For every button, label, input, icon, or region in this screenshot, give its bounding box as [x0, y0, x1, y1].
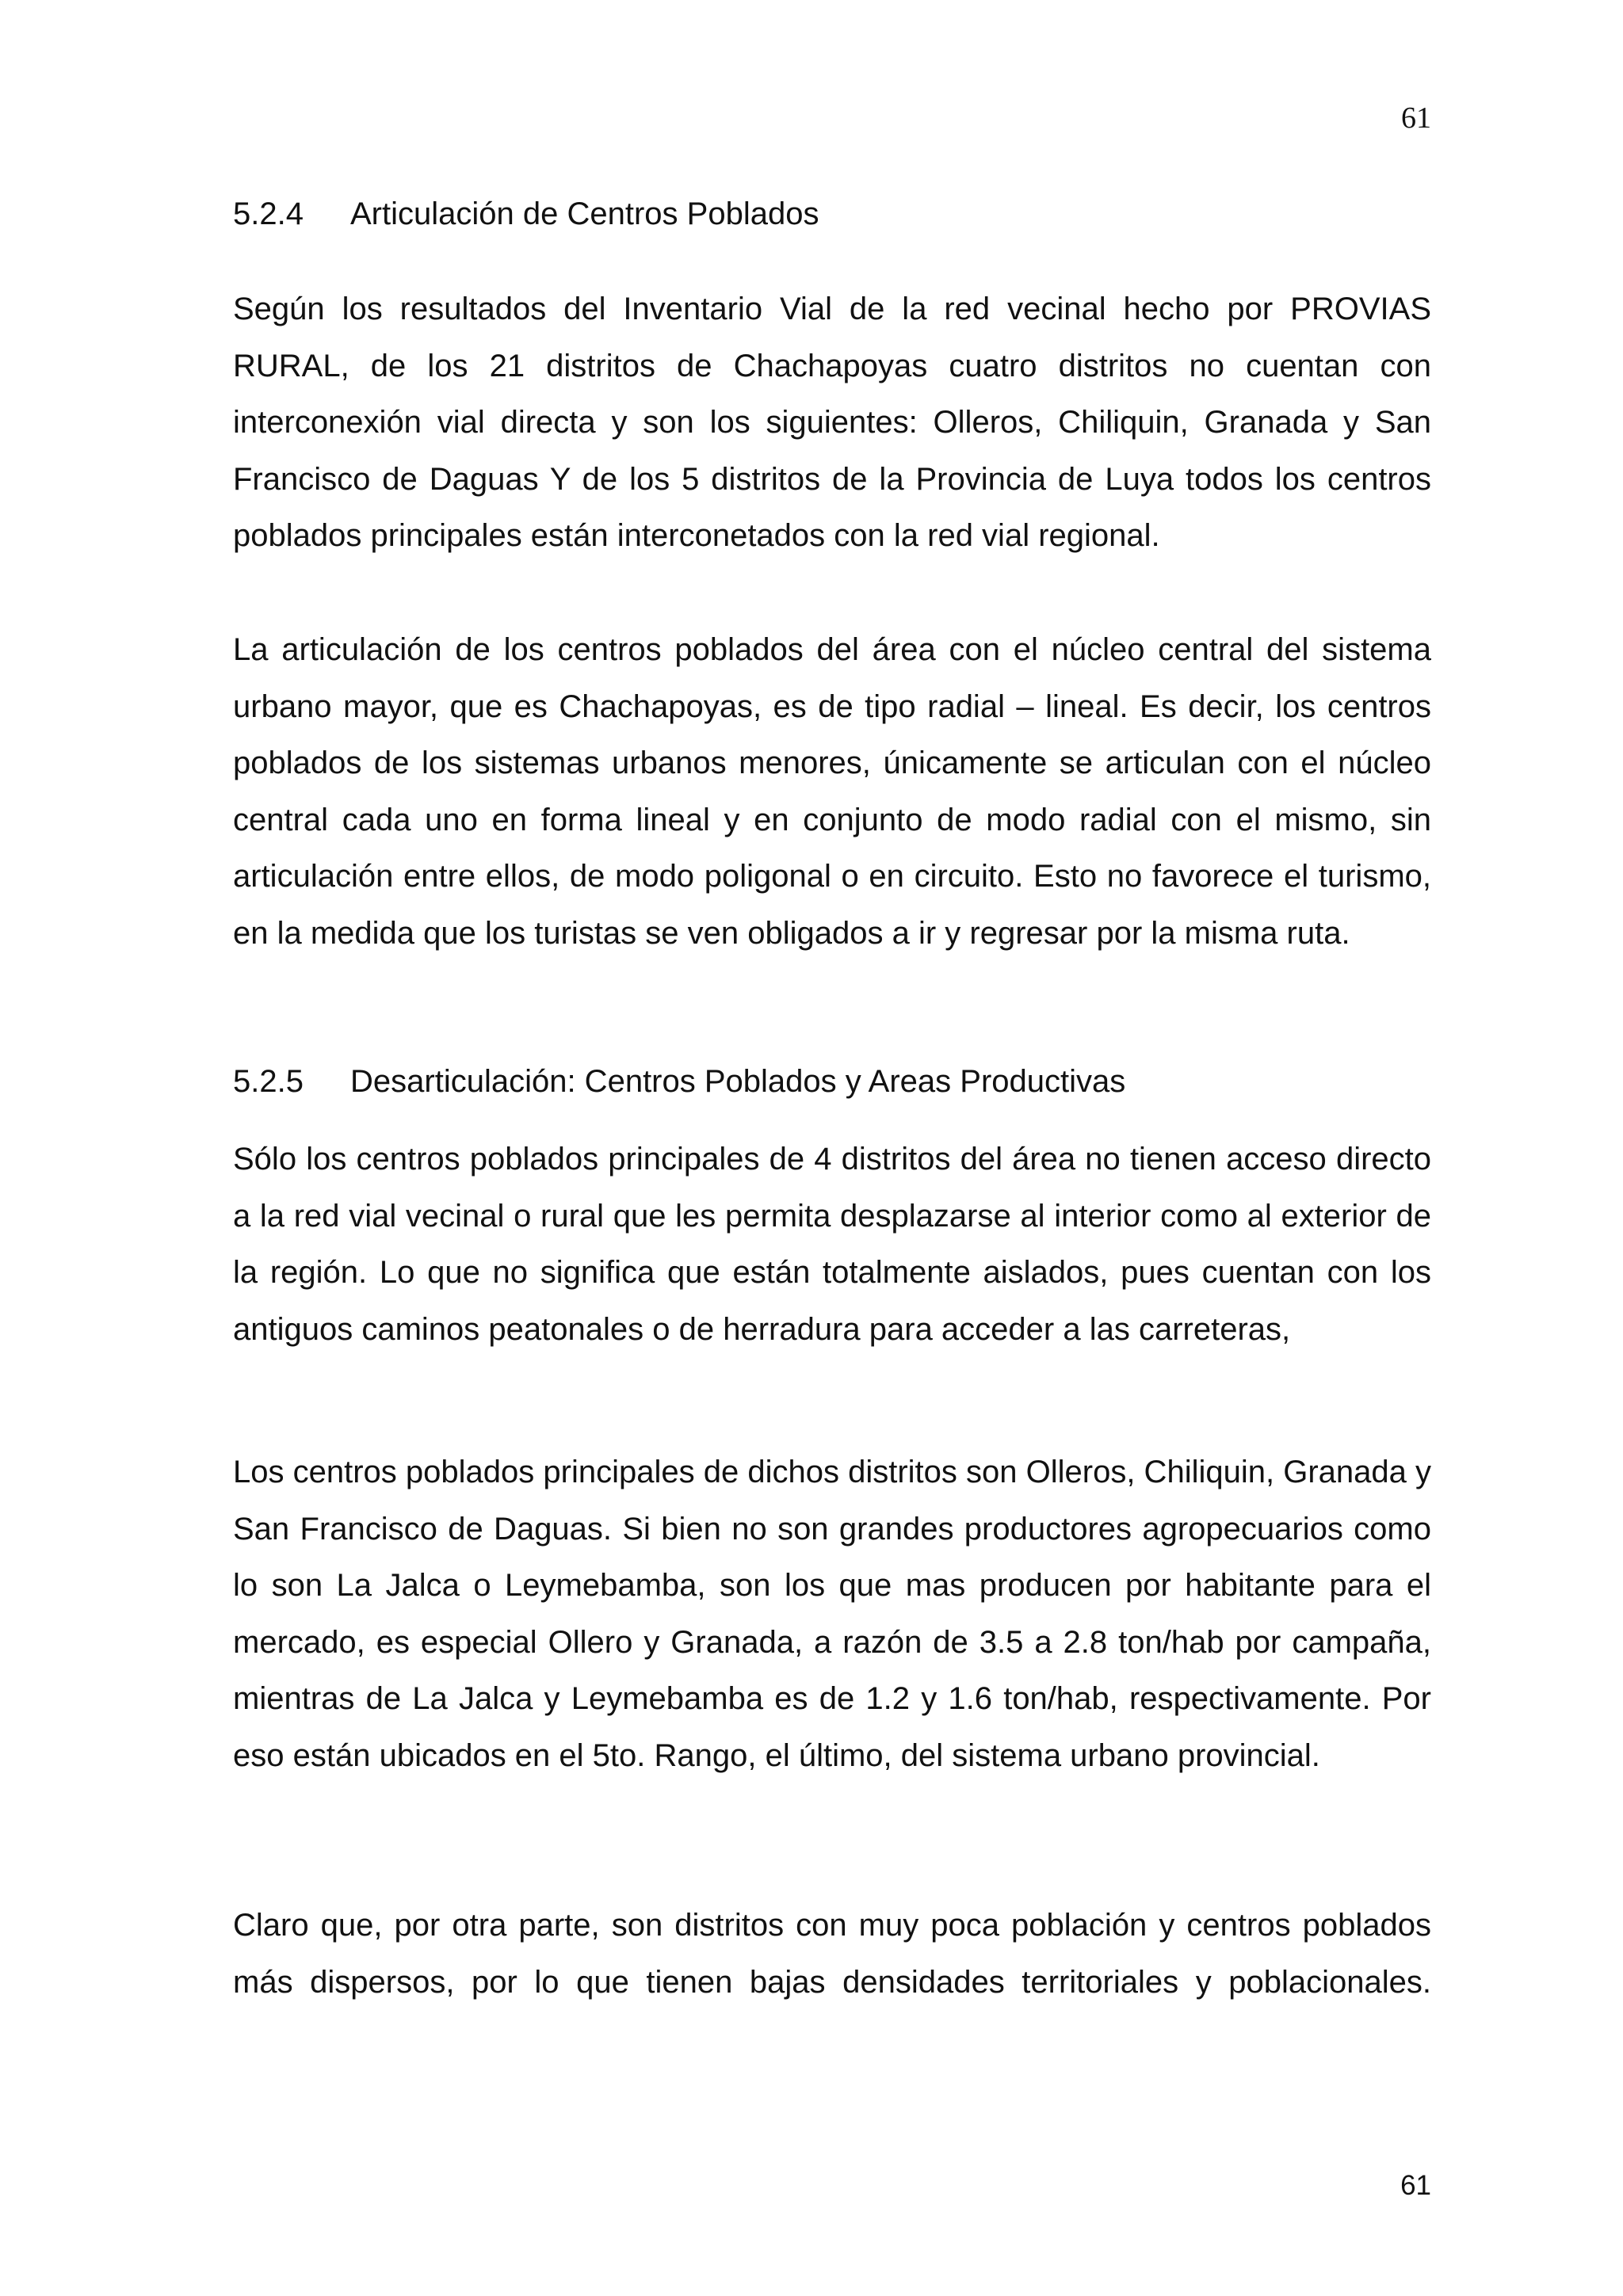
paragraph: Claro que, por otra parte, son distritos con muy poca población y centros poblados más dispersos, por lo que tienen bajas densidades territoriales y poblacionales. [233, 1908, 1431, 2000]
page-number-bottom: 61 [1400, 2170, 1431, 2201]
section-heading-5-2-4 [233, 190, 819, 238]
section-number: 5.2.4 [233, 196, 304, 231]
section-number: 5.2.5 [233, 1064, 304, 1099]
paragraph: Los centros poblados principales de dichos distritos son Olleros, Chiliquin, Granada y San Francisco de Daguas. Si bien no son grandes productores agropecuarios como lo son La Jalca o Leymebamba, son los que mas producen por habitante para el mercado, es especial Ollero y Granada, a razón de 3.5 a 2.8 ton/hab por campaña, mientras de La Jalca y Leymebamba es de 1.2 y 1.6 ton/hab, respectivamente. Por eso están ubicados en el 5to. Rango, el último, del sistema urbano provincial. [233, 1455, 1431, 1773]
section-title: Articulación de Centros Poblados [350, 196, 819, 231]
section-title: Desarticulación: Centros Poblados y Areas Productivas [350, 1064, 1126, 1099]
paragraph: La articulación de los centros poblados del área con el núcleo central del sistema urbano mayor, que es Chachapoyas, es de tipo radial – lineal. Es decir, los centros poblados de los sistemas urbanos menores, únicamente se articulan con el núcleo central cada uno en forma lineal y en conjunto de modo radial con el mismo, sin articulación entre ellos, de modo poligonal o en circuito. Esto no favorece el turismo, en la medida que los turistas se ven obligados a ir y regresar por la misma ruta. [233, 632, 1431, 951]
section-heading-5-2-5 [233, 1058, 1125, 1105]
page-number-top: 61 [1401, 101, 1431, 135]
paragraph: Sólo los centros poblados principales de 4 distritos del área no tienen acceso directo a la red vial vecinal o rural que les permita desplazarse al interior como al exterior de la región. Lo que no significa que están totalmente aislados, pues cuentan con los antiguos caminos peatonales o de herradura para acceder a las carreteras, [233, 1142, 1431, 1347]
paragraph: Según los resultados del Inventario Vial de la red vecinal hecho por PROVIAS RURAL, de los 21 distritos de Chachapoyas cuatro distritos no cuentan con interconexión vial directa y son los siguientes: Olleros, Chiliquin, Granada y San Francisco de Daguas Y de los 5 distritos de la Provincia de Luya todos los centros poblados principales están interconetados con la red vial regional. [233, 292, 1431, 553]
